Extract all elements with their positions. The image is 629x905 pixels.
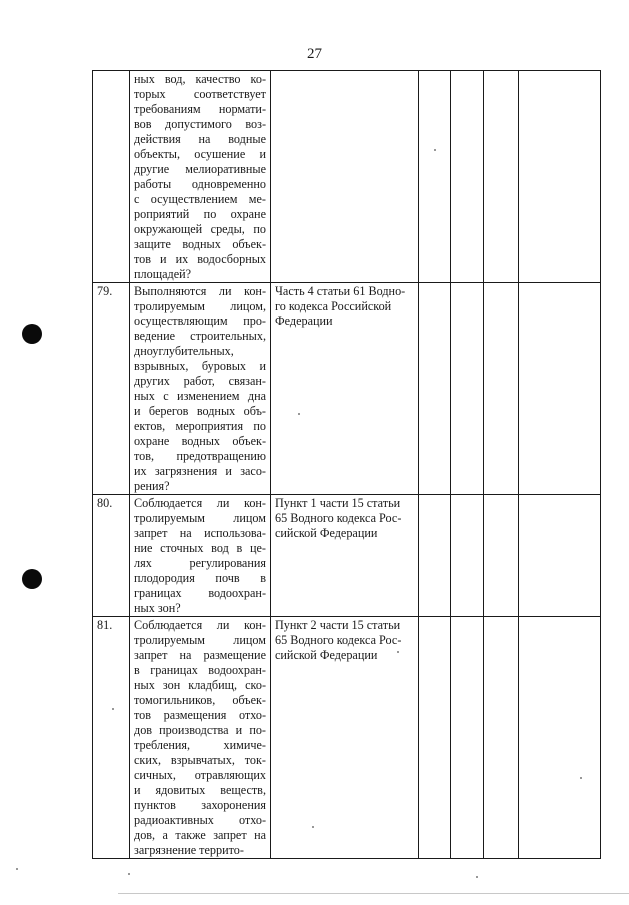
answer-na-cell	[484, 617, 519, 859]
legal-reference-cell	[271, 71, 419, 283]
scan-speck	[16, 868, 18, 870]
question-line: тов и их водосборных	[134, 252, 266, 266]
question-line: их загрязнения и засо-	[134, 464, 266, 478]
question-line: Выполняются ли кон-	[134, 284, 266, 298]
question-line: требованиям нормати-	[134, 102, 266, 116]
question-line: требления, химиче-	[134, 738, 266, 752]
scan-speck	[312, 826, 314, 828]
question-line: пунктов захоронения	[134, 798, 266, 812]
question-line: запрет на использова-	[134, 526, 266, 540]
binder-hole-top	[22, 324, 42, 344]
question-line: ектов, мероприятия по	[134, 419, 266, 433]
note-cell	[519, 617, 601, 859]
row-number-cell: 80.	[93, 495, 130, 617]
page-number: 27	[307, 46, 322, 62]
question-line: торых соответствует	[134, 87, 266, 101]
answer-yes-cell	[419, 495, 451, 617]
answer-yes-cell	[419, 617, 451, 859]
question-cell	[130, 495, 271, 617]
question-line: и берегов водных объ-	[134, 404, 266, 418]
question-line: рения?	[134, 479, 170, 493]
table-row	[93, 617, 601, 859]
question-cell	[130, 283, 271, 495]
question-line: Соблюдается ли кон-	[134, 618, 266, 632]
question-line: границах водоохран-	[134, 586, 266, 600]
checklist-table	[92, 70, 601, 859]
legal-reference-cell	[271, 617, 419, 859]
question-line: охране водных объек-	[134, 434, 266, 448]
question-line: ных зон?	[134, 601, 181, 615]
question-line: и ядовитых веществ,	[134, 783, 266, 797]
question-line: тов, предотвращению	[134, 449, 266, 463]
question-line: работы одновременно	[134, 177, 266, 191]
question-line: ных с изменением дна	[134, 389, 266, 403]
question-line: Соблюдается ли кон-	[134, 496, 266, 510]
legal-reference-cell	[271, 283, 419, 495]
question-line: тролируемым лицом	[134, 511, 266, 525]
question-line: радиоактивных отхо-	[134, 813, 266, 827]
question-line: дов производства и по-	[134, 723, 266, 737]
question-line: ние сточных вод в це-	[134, 541, 266, 555]
binder-hole-bottom	[22, 569, 42, 589]
scan-speck	[580, 777, 582, 779]
question-line: лях регулирования	[134, 556, 266, 570]
question-line: защите водных объек-	[134, 237, 266, 251]
note-cell	[519, 71, 601, 283]
question-cell	[130, 617, 271, 859]
question-line: другие мелиоративные	[134, 162, 266, 176]
reference-line: сийской Федерации	[275, 648, 378, 662]
question-line: томогильников, объек-	[134, 693, 266, 707]
question-line: запрет на размещение	[134, 648, 266, 662]
answer-na-cell	[484, 495, 519, 617]
table-row	[93, 71, 601, 283]
question-line: сичных, отравляющих	[134, 768, 266, 782]
question-line: осуществляющим про-	[134, 314, 266, 328]
reference-line: Федерации	[275, 314, 333, 328]
answer-no-cell	[451, 495, 484, 617]
reference-line: Пункт 1 части 15 статьи	[275, 496, 401, 510]
question-line: действия на водные	[134, 132, 266, 146]
question-line: ных зон кладбищ, ско-	[134, 678, 266, 692]
answer-no-cell	[451, 617, 484, 859]
scan-speck	[397, 651, 399, 653]
scan-speck	[476, 876, 478, 878]
reference-line: сийской Федерации	[275, 526, 378, 540]
question-line: площадей?	[134, 267, 192, 281]
row-number-cell	[93, 71, 130, 283]
note-cell	[519, 495, 601, 617]
reference-line: 65 Водного кодекса Рос-	[275, 511, 402, 525]
question-line: других работ, связан-	[134, 374, 266, 388]
question-line: в границах водоохран-	[134, 663, 266, 677]
scan-speck	[298, 413, 300, 415]
scan-speck	[434, 149, 436, 151]
scan-edge-line	[118, 893, 629, 894]
question-line: тролируемым лицом	[134, 633, 266, 647]
question-line: вов допустимого воз-	[134, 117, 266, 131]
reference-line: Пункт 2 части 15 статьи	[275, 618, 401, 632]
table-row	[93, 283, 601, 495]
answer-na-cell	[484, 283, 519, 495]
answer-no-cell	[451, 283, 484, 495]
question-line: с осуществлением ме-	[134, 192, 266, 206]
answer-na-cell	[484, 71, 519, 283]
question-line: взрывных, буровых и	[134, 359, 266, 373]
answer-yes-cell	[419, 71, 451, 283]
row-number-cell: 79.	[93, 283, 130, 495]
question-line: дноуглубительных,	[134, 344, 234, 358]
row-number-cell: 81.	[93, 617, 130, 859]
question-line: дов, а также запрет на	[134, 828, 266, 842]
scan-speck	[128, 873, 130, 875]
answer-yes-cell	[419, 283, 451, 495]
question-line: тов размещения отхо-	[134, 708, 266, 722]
question-line: ских, взрывчатых, ток-	[134, 753, 266, 767]
note-cell	[519, 283, 601, 495]
legal-reference-cell	[271, 495, 419, 617]
question-line: тролируемым лицом,	[134, 299, 266, 313]
scan-speck	[112, 708, 114, 710]
question-line: роприятий по охране	[134, 207, 266, 221]
table-row	[93, 495, 601, 617]
reference-line: Часть 4 статьи 61 Водно-	[275, 284, 406, 298]
question-line: загрязнение террито-	[134, 843, 244, 857]
answer-no-cell	[451, 71, 484, 283]
question-line: плодородия почв в	[134, 571, 266, 585]
question-cell	[130, 71, 271, 283]
question-line: ных вод, качество ко-	[134, 72, 266, 86]
reference-line: 65 Водного кодекса Рос-	[275, 633, 402, 647]
reference-line: го кодекса Российской	[275, 299, 392, 313]
question-line: окружающей среды, по	[134, 222, 266, 236]
question-line: ведение строительных,	[134, 329, 266, 343]
question-line: объекты, осушение и	[134, 147, 266, 161]
